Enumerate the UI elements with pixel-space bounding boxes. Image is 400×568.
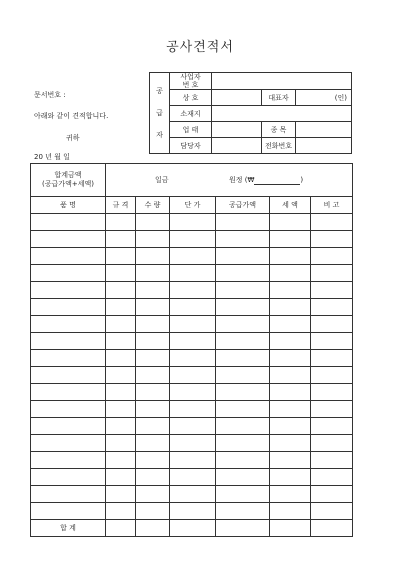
total-amount-label: 합계금액 (공급가액+세액) [31,164,106,197]
item-cell[interactable] [106,316,136,333]
table-row [31,214,353,231]
won-jeong-text: 원정 (₩ [228,176,255,184]
item-cell[interactable] [311,265,353,282]
item-cell[interactable] [136,282,170,299]
date-line: 20 년 월 일 [34,153,70,161]
item-cell[interactable] [216,333,270,350]
item-cell[interactable] [311,503,353,520]
item-cell[interactable] [31,384,106,401]
item-cell[interactable] [170,486,216,503]
business-item-field[interactable] [296,122,352,138]
item-cell[interactable] [31,231,106,248]
amount-underline [254,176,300,185]
business-item-label: 종 목 [262,122,296,138]
item-cell[interactable] [270,316,311,333]
table-row [31,435,353,452]
table-row [31,282,353,299]
table-row [31,367,353,384]
item-cell[interactable] [136,367,170,384]
item-cell[interactable] [106,282,136,299]
item-cell[interactable] [136,435,170,452]
sum-cell[interactable] [136,520,170,537]
item-cell[interactable] [31,333,106,350]
company-label: 상 호 [170,90,212,106]
sum-cell[interactable] [311,520,353,537]
phone-label: 전화번호 [262,138,296,154]
item-cell[interactable] [31,503,106,520]
item-cell[interactable] [31,367,106,384]
table-row [31,350,353,367]
page-title: 공사견적서 [166,40,234,55]
item-cell[interactable] [270,503,311,520]
item-cell[interactable] [31,401,106,418]
address-field[interactable] [212,106,352,122]
item-cell[interactable] [136,265,170,282]
item-cell[interactable] [311,299,353,316]
item-cell[interactable] [170,299,216,316]
sum-label: 합 계 [31,520,106,537]
item-cell[interactable] [136,299,170,316]
phone-field[interactable] [296,138,352,154]
item-cell[interactable] [106,265,136,282]
item-cell[interactable] [136,418,170,435]
sum-cell[interactable] [216,520,270,537]
item-cell[interactable] [311,435,353,452]
item-cell[interactable] [311,282,353,299]
column-header: 공급가액 [216,197,270,214]
item-cell[interactable] [270,367,311,384]
column-header: 수 량 [136,197,170,214]
item-cell[interactable] [31,265,106,282]
il-geum-text: 일금 [154,176,169,184]
item-cell[interactable] [170,418,216,435]
item-cell[interactable] [270,214,311,231]
column-header: 비 고 [311,197,353,214]
sum-cell[interactable] [106,520,136,537]
item-cell[interactable] [106,231,136,248]
item-cell[interactable] [170,452,216,469]
supplier-side-label: 공 급 자 [150,73,170,154]
item-cell[interactable] [31,248,106,265]
item-cell[interactable] [31,282,106,299]
item-cell[interactable] [31,299,106,316]
item-cell[interactable] [216,214,270,231]
item-cell[interactable] [311,333,353,350]
table-row [31,333,353,350]
item-cell[interactable] [106,384,136,401]
item-cell[interactable] [270,469,311,486]
item-cell[interactable] [136,401,170,418]
item-cell[interactable] [136,469,170,486]
table-row [31,299,353,316]
item-cell[interactable] [170,333,216,350]
table-row [31,231,353,248]
contact-field[interactable] [212,138,262,154]
contact-label: 담당자 [170,138,212,154]
item-cell[interactable] [216,486,270,503]
item-cell[interactable] [216,435,270,452]
item-cell[interactable] [31,214,106,231]
item-cell[interactable] [216,401,270,418]
total-amount-field[interactable] [106,164,353,197]
item-cell[interactable] [136,248,170,265]
item-cell[interactable] [216,350,270,367]
item-cell[interactable] [311,469,353,486]
ceo-field[interactable] [296,90,352,106]
item-cell[interactable] [216,367,270,384]
item-cell[interactable] [106,350,136,367]
company-field[interactable] [212,90,262,106]
item-cell[interactable] [106,452,136,469]
item-cell[interactable] [170,503,216,520]
item-cell[interactable] [270,333,311,350]
item-cell[interactable] [170,282,216,299]
item-cell[interactable] [216,248,270,265]
table-row [31,316,353,333]
item-cell[interactable] [311,401,353,418]
item-cell[interactable] [311,384,353,401]
item-cell[interactable] [311,486,353,503]
table-row [31,248,353,265]
item-cell[interactable] [31,435,106,452]
item-cell[interactable] [311,316,353,333]
sum-cell[interactable] [170,520,216,537]
item-cell[interactable] [31,486,106,503]
item-cell[interactable] [270,401,311,418]
item-cell[interactable] [170,367,216,384]
item-cell[interactable] [31,452,106,469]
estimate-table [30,163,353,537]
business-type-label: 업 태 [170,122,212,138]
item-cell[interactable] [311,367,353,384]
item-cell[interactable] [136,316,170,333]
sum-cell[interactable] [270,520,311,537]
item-cell[interactable] [270,452,311,469]
item-cell[interactable] [31,418,106,435]
item-cell[interactable] [136,486,170,503]
column-header: 세 액 [270,197,311,214]
item-cell[interactable] [311,452,353,469]
item-cell[interactable] [270,384,311,401]
item-cell[interactable] [106,435,136,452]
item-cell[interactable] [136,452,170,469]
table-row [31,265,353,282]
seal-mark: (인) [334,93,348,102]
item-cell[interactable] [170,469,216,486]
item-cell[interactable] [311,350,353,367]
item-cell[interactable] [311,231,353,248]
item-cell[interactable] [106,248,136,265]
table-row [31,418,353,435]
item-cell[interactable] [170,384,216,401]
business-type-field[interactable] [212,122,262,138]
item-cell[interactable] [136,231,170,248]
item-cell[interactable] [31,469,106,486]
doc-number-label: 문서번호 : [34,91,66,99]
item-cell[interactable] [270,435,311,452]
item-cell[interactable] [170,401,216,418]
item-cell[interactable] [106,418,136,435]
item-cell[interactable] [216,503,270,520]
item-cell[interactable] [270,265,311,282]
item-cell[interactable] [170,350,216,367]
item-cell[interactable] [216,418,270,435]
table-row [31,469,353,486]
item-cell[interactable] [170,316,216,333]
close-paren: ) [300,176,304,184]
item-cell[interactable] [31,316,106,333]
item-cell[interactable] [106,401,136,418]
item-cell[interactable] [270,231,311,248]
address-label: 소재지 [170,106,212,122]
item-cell[interactable] [31,350,106,367]
item-cell[interactable] [106,333,136,350]
table-row [31,486,353,503]
item-cell[interactable] [216,452,270,469]
item-cell[interactable] [216,231,270,248]
recipient-suffix: 귀하 [66,134,80,142]
item-cell[interactable] [216,384,270,401]
item-cell[interactable] [216,265,270,282]
item-cell[interactable] [106,503,136,520]
supplier-table [149,72,352,154]
item-cell[interactable] [106,367,136,384]
biz-no-field[interactable] [212,73,352,90]
table-row [31,401,353,418]
item-cell[interactable] [311,214,353,231]
item-cell[interactable] [106,469,136,486]
item-cell[interactable] [311,248,353,265]
item-cell[interactable] [270,299,311,316]
item-cell[interactable] [270,282,311,299]
item-cell[interactable] [136,350,170,367]
item-cell[interactable] [170,265,216,282]
column-header: 규 격 [106,197,136,214]
item-cell[interactable] [270,248,311,265]
item-cell[interactable] [170,214,216,231]
item-cell[interactable] [106,299,136,316]
item-cell[interactable] [106,214,136,231]
item-cell[interactable] [216,282,270,299]
ceo-label: 대표자 [262,90,296,106]
table-row [31,384,353,401]
column-header: 단 가 [170,197,216,214]
table-row [31,452,353,469]
item-cell[interactable] [136,214,170,231]
estimate-text: 아래와 같이 견적합니다. [34,112,109,120]
item-cell[interactable] [270,486,311,503]
table-row [31,503,353,520]
item-cell[interactable] [136,503,170,520]
item-cell[interactable] [170,435,216,452]
item-cell[interactable] [270,350,311,367]
item-cell[interactable] [170,231,216,248]
item-cell[interactable] [216,299,270,316]
biz-no-label: 사업자 번 호 [170,73,212,90]
item-cell[interactable] [216,469,270,486]
item-cell[interactable] [106,486,136,503]
item-cell[interactable] [170,248,216,265]
item-cell[interactable] [216,316,270,333]
column-header: 품 명 [31,197,106,214]
item-cell[interactable] [270,418,311,435]
item-cell[interactable] [311,418,353,435]
item-cell[interactable] [136,333,170,350]
item-cell[interactable] [136,384,170,401]
